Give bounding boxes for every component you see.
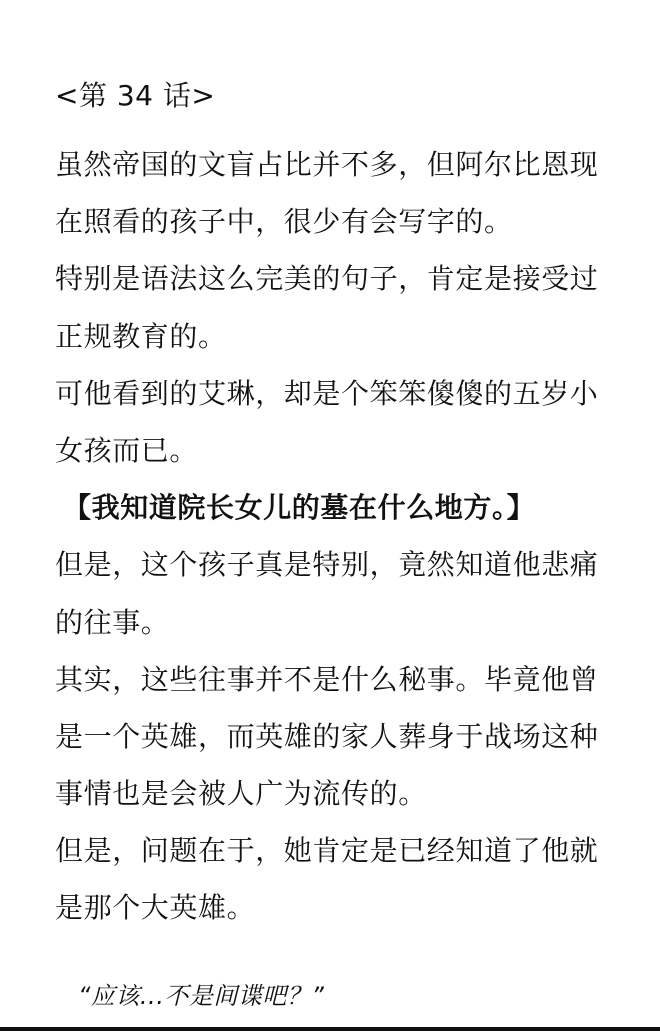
text-line: 事情也是会被人广为流传的。	[55, 777, 427, 811]
text-line: 在照看的孩子中，很少有会写字的。	[55, 205, 513, 239]
body-text	[55, 136, 625, 937]
text-line: 其实，这些往事并不是什么秘事。毕竟他曾	[55, 662, 599, 696]
bottom-divider	[0, 1027, 660, 1031]
text-line: 但是，问题在于，她肯定是已经知道了他就	[55, 834, 599, 868]
text-line: 是那个大英雄。	[55, 891, 256, 925]
text-line: 是一个英雄，而英雄的家人葬身于战场这种	[55, 719, 599, 753]
chapter-title: <第 34 话>	[55, 79, 216, 112]
bold-quote-line: 【我知道院长女儿的墓在什么地方。】	[63, 491, 536, 525]
text-line: 特别是语法这么完美的句子，肯定是接受过	[55, 262, 599, 296]
text-line: 可他看到的艾琳，却是个笨笨傻傻的五岁小	[55, 376, 599, 410]
text-line: 但是，这个孩子真是特别，竟然知道他悲痛	[55, 548, 599, 582]
footer-quote: “应该...不是间谍吧？”	[78, 982, 325, 1010]
text-line: 的往事。	[55, 605, 170, 639]
text-line: 女孩而已。	[55, 433, 199, 467]
text-line: 虽然帝国的文盲占比并不多，但阿尔比恩现	[55, 148, 599, 181]
text-line: 正规教育的。	[55, 319, 227, 353]
